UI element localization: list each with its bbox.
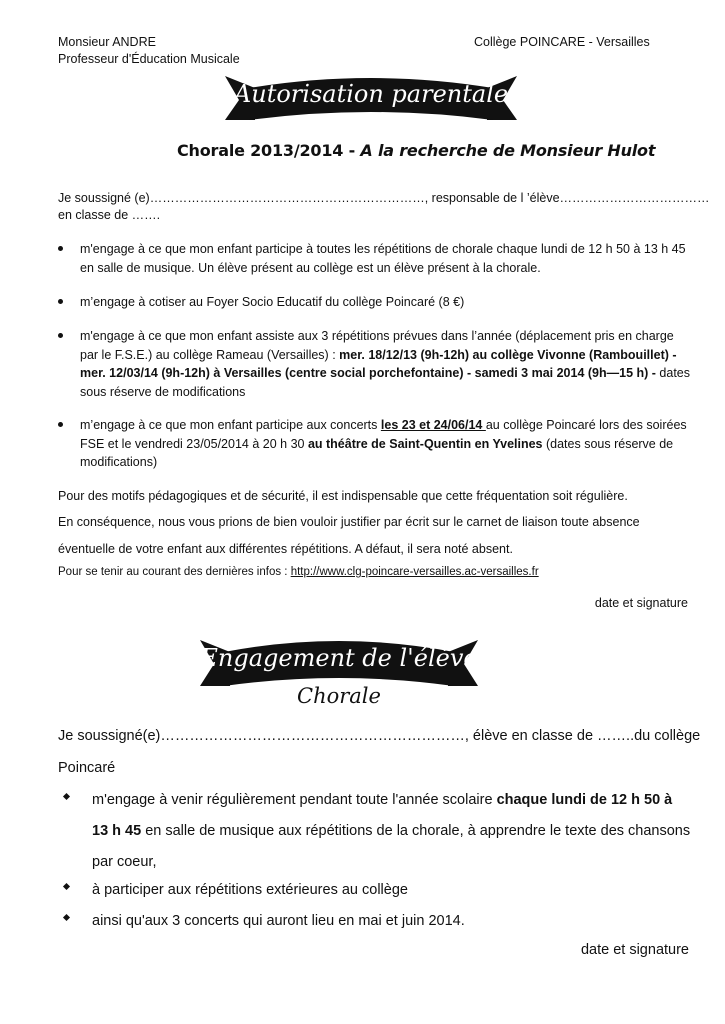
commitment-text: m’engage à ce que mon enfant participe aux concerts: [80, 418, 381, 432]
student-line-2: Poincaré: [58, 760, 116, 776]
website-link[interactable]: http://www.clg-poincare-versailles.ac-versailles.fr: [290, 566, 539, 578]
commitment-text: au collège Poincaré lors des soirées FSE et le vendredi 23/05/2014 à 20 h 30: [80, 418, 687, 451]
intro-line-1: Je soussigné (e)…………………………………………………………, responsable de l ’élève………………………………: [58, 191, 710, 205]
diamond-bullet-icon: [63, 883, 70, 890]
concert-venue: au théâtre de Saint-Quentin en Yvelines: [307, 436, 543, 451]
list-item: [80, 327, 692, 401]
notice-line-1: Pour des motifs pédagogiques et de sécurité, il est indispensable que cette fréquentation soit régulière.: [58, 489, 628, 503]
intro-line-2: en classe de …….: [58, 208, 161, 222]
commitment-note: dates sous réserve de modifications: [80, 366, 691, 399]
commitment-text: m’engage à cotiser au Foyer Socio Educatif du collège Poincaré (8 €): [80, 295, 465, 309]
diamond-bullet-icon: [63, 793, 70, 800]
list-item: [80, 240, 692, 277]
chorale-subtitle: [177, 141, 655, 160]
subtitle-italic: A la recherche de Monsieur Hulot: [360, 141, 656, 160]
list-item: [80, 416, 692, 472]
list-item: [92, 906, 692, 937]
signature-label-student: date et signature: [580, 942, 689, 958]
student-line-1: Je soussigné(e)………………………………………………………, élève en classe de ……..du collège: [58, 728, 701, 744]
commitment-note: (dates sous réserve de modifications): [80, 436, 674, 469]
info-line: [58, 566, 539, 578]
subtitle-main: Chorale 2013/2014 -: [177, 141, 361, 160]
engagement-banner: [200, 630, 478, 716]
rehearsal-schedule: chaque lundi de 12 h 50 à 13 h 45: [92, 792, 673, 839]
banner-title: Autorisation parentale: [233, 80, 509, 108]
commitment-text: en salle de musique aux répétitions de la chorale, à apprendre le texte des chansons par coeur,: [92, 823, 691, 870]
notice-line-2: En conséquence, nous vous prions de bien vouloir justifier par écrit sur le carnet de liaison toute absence: [58, 515, 640, 529]
banner-subtitle: Chorale: [297, 684, 381, 708]
school-name: Collège POINCARE - Versailles: [474, 35, 650, 49]
round-bullet-icon: [58, 299, 63, 304]
commitment-text: m'engage à venir régulièrement pendant toute l'année scolaire: [92, 792, 497, 808]
title-banner: [225, 68, 517, 132]
notice-line-3: éventuelle de votre enfant aux différentes répétitions. A défaut, il sera noté absent.: [58, 542, 513, 556]
teacher-name: Monsieur ANDRE: [58, 35, 156, 49]
list-item: [80, 293, 692, 312]
commitment-text: m'engage à ce que mon enfant assiste aux 3 répétitions prévues dans l’année (déplacement pris en charge par le F.S.E.) au collège Rameau (Versailles) :: [80, 329, 674, 362]
commitment-text: ainsi qu'aux 3 concerts qui auront lieu en mai et juin 2014.: [92, 913, 465, 929]
teacher-title: Professeur d'Éducation Musicale: [58, 52, 240, 66]
info-label: Pour se tenir au courant des dernières infos :: [58, 566, 291, 578]
commitment-text: m'engage à ce que mon enfant participe à toutes les répétitions de chorale chaque lundi de 12 h 50 à 13 h 45 en salle de musique. Un élève présent au collège est un élève présent à la chorale.: [80, 242, 686, 275]
banner-title: Engagement de l'élève: [200, 644, 478, 672]
commitment-text: à participer aux répétitions extérieures au collège: [92, 882, 408, 898]
round-bullet-icon: [58, 246, 63, 251]
signature-label-parent: date et signature: [594, 596, 688, 610]
round-bullet-icon: [58, 422, 63, 427]
diamond-bullet-icon: [63, 914, 70, 921]
list-item: [92, 875, 692, 906]
list-item: [92, 785, 692, 878]
rehearsal-dates: mer. 18/12/13 (9h-12h) au collège Vivonne (Rambouillet) - mer. 12/03/14 (9h-12h) à Versailles (centre social porchefontaine) - samedi 3 mai 2014 (9h—15 h) -: [80, 347, 677, 380]
concert-dates: les 23 et 24/06/14: [380, 418, 486, 432]
round-bullet-icon: [58, 333, 63, 338]
